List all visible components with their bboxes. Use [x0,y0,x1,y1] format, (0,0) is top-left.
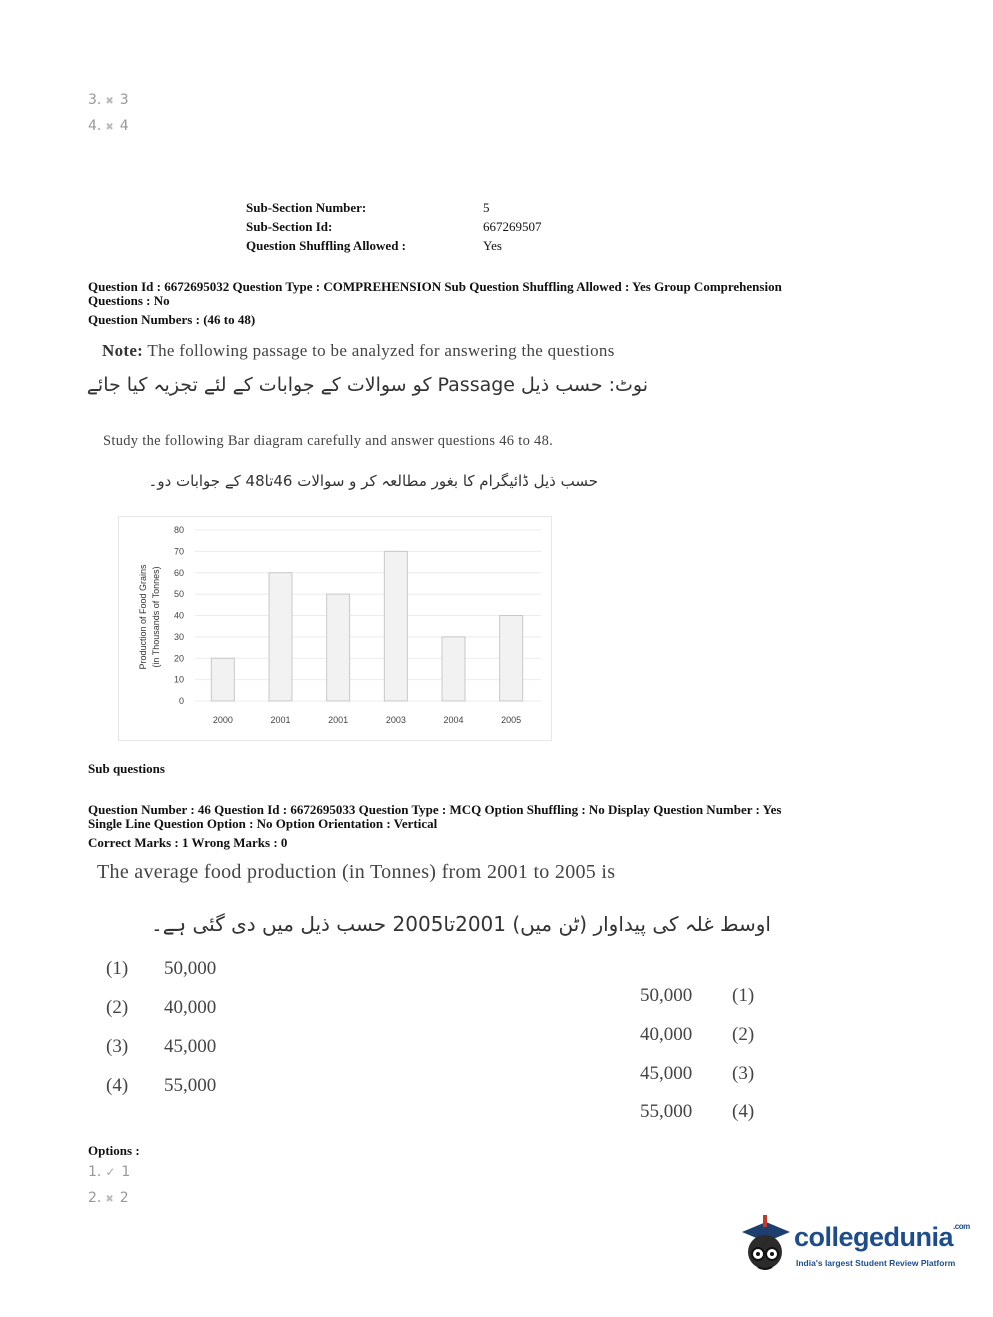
y-tick-label: 10 [173,674,184,685]
x-tick-label: 2005 [501,715,522,725]
q46-choice-urdu-3: 45,000 (3) [640,1063,755,1084]
prev-option-3: 3. ✖ 3 [88,92,129,108]
bar-2005 [500,616,523,702]
q46-meta: Question Number : 46 Question Id : 6672695033 Question Type : MCQ Option Shuffling : No Display Question Number : Yes Single Line Question Option : No Option Orientation : Vertical Correct Marks : 1 Wrong Marks : 0 [88,802,782,850]
check-icon: ✓ [105,1165,116,1179]
bar-2000 [211,658,234,701]
y-tick-label: 20 [173,653,184,664]
bar-2001 [327,594,350,701]
q46-choice-urdu-4: 55,000 (4) [640,1101,755,1122]
passage-study-urdu: حسب ذیل ڈائیگرام کا بغور مطالعہ کر و سوالات 46تا48 کے جوابات دو۔ [148,472,598,490]
y-axis-label: Production of Food Grains [138,564,148,670]
y-tick-label: 70 [173,546,184,557]
passage-note-urdu: نوٹ: حسب ذیل Passage کو سوالات کے جوابات کے لئے تجزیہ کیا جائے [86,374,648,396]
collegedunia-logo: collegedunia$^{.com}$ India's largest Student Review Platform [736,1212,966,1282]
y-axis-label-units: (in Thousands of Tonnes) [151,566,161,668]
y-tick-label: 50 [173,589,184,600]
sub-questions-heading: Sub questions [88,761,165,776]
q46-choice-1: (1) 50,000 [106,958,217,979]
y-tick-label: 80 [173,525,184,535]
y-tick-label: 30 [173,631,184,642]
mascot-icon [736,1212,794,1280]
q46-choice-2: (2) 40,000 [106,997,217,1018]
x-tick-label: 2001 [328,715,349,725]
passage-note: Note: The following passage to be analyzed for answering the questions [102,341,615,360]
subsection-table [246,198,542,255]
x-tick-label: 2001 [270,715,291,725]
answer-option-1: 1. ✓ 1 [88,1164,131,1180]
x-tick-label: 2003 [385,715,406,725]
options-heading: Options : [88,1143,140,1158]
answer-option-2: 2. ✖ 2 [88,1190,129,1206]
bar-2001 [269,573,292,701]
q46-text: The average food production (in Tonnes) from 2001 to 2005 is [97,861,616,883]
passage-study: Study the following Bar diagram carefully and answer questions 46 to 48. [103,433,554,449]
q46-choice-3: (3) 45,000 [106,1036,217,1057]
q46-choice-urdu-1: 50,000 (1) [640,985,755,1006]
bar-2004 [442,637,465,701]
cross-icon: ✖ [105,122,114,133]
cross-icon: ✖ [105,1194,114,1205]
y-tick-label: 60 [173,567,184,578]
subsection-row: Question Shuffling Allowed : Yes [246,238,502,253]
y-tick-label: 0 [178,696,184,706]
y-tick-label: 40 [173,610,184,621]
subsection-row: Sub-Section Number: 5 [246,200,490,215]
x-tick-label: 2004 [443,715,464,725]
x-tick-label: 2000 [212,715,233,725]
prev-option-4: 4. ✖ 4 [88,118,129,134]
q46-choice-4: (4) 55,000 [106,1075,217,1096]
bar-2003 [384,551,407,701]
question-meta: Question Id : 6672695032 Question Type : COMPREHENSION Sub Question Shuffling Allowed : Yes Group Comprehension Questions : No Question Numbers : (46 to 48) [88,279,782,327]
bar-chart-svg [119,517,551,740]
cross-icon: ✖ [105,96,114,107]
q46-choice-urdu-2: 40,000 (2) [640,1024,755,1045]
subsection-row: Sub-Section Id: 667269507 [246,219,542,234]
bar-chart [118,516,552,741]
q46-text-urdu: اوسط غلہ کی پیداوار (ٹن میں) 2001تا2005 حسب ذیل میں دی گئی ہے۔ [150,912,771,936]
